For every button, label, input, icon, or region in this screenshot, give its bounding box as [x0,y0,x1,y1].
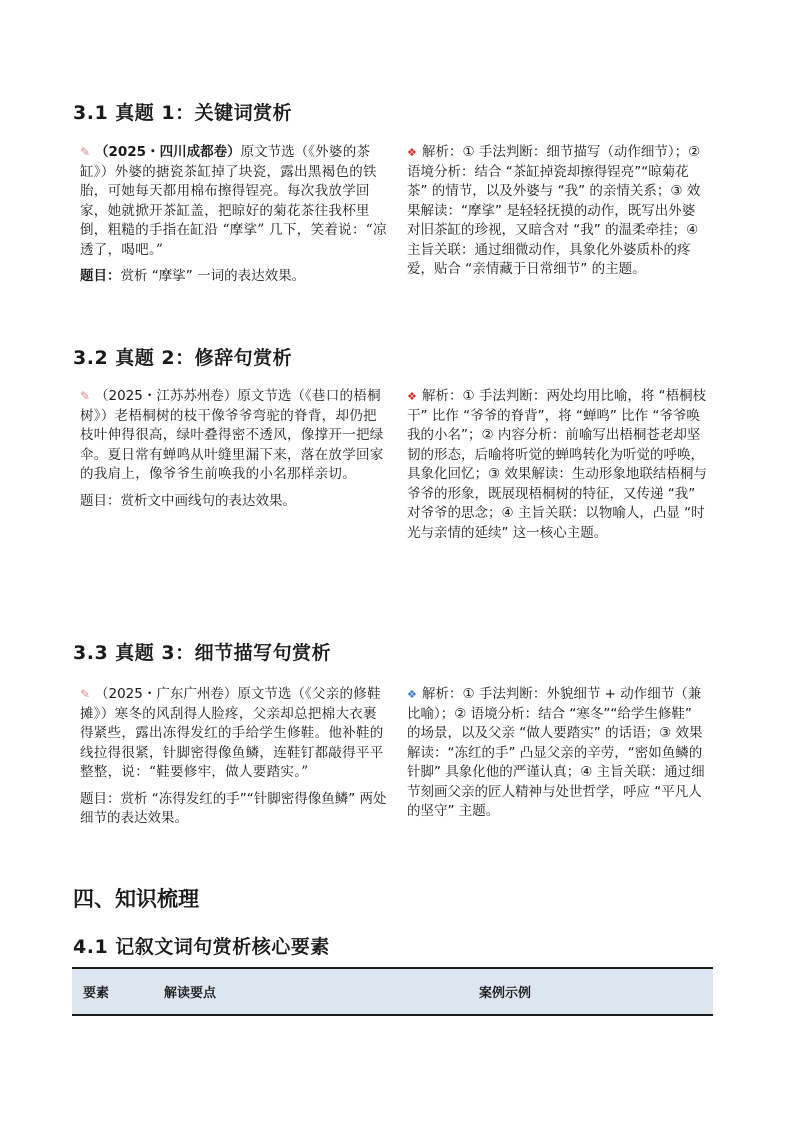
source-line: （2025・江苏苏州卷）原文节选（ [95,388,305,404]
question-label: 题目： [80,268,121,284]
analysis-block-1 [407,143,707,280]
diamond-icon: ❖ [407,390,417,403]
analysis-text: 解析：① 手法判断：两处均用比喻，将 “梧桐枝干” 比作 “爷爷的脊背”，将 “蝉鸣” 比作 “爷爷唤我的小名”；② 内容分析：前喻写出梧桐苍老却坚韧的形态，后喻将听觉的蝉鸣转化为听觉的呼唤，具象化回忆；③ 效果解读：生动形象地联结梧桐与爷爷的形象，既展现梧桐树的特征，又传递 “我” 对爷爷的思念；④ 主旨关联：以物喻人，凸显 “时光与亲情的延续” 这一核心主题。 [407,388,707,541]
excerpt-text: 《父亲的修鞋摊》）寒冬的风刮得人脸疼，父亲却总把棉大衣裹得紧些，露出冻得发红的手给学生修鞋。他补鞋的线拉得很紧，针脚密得像鱼鳞，连鞋钉都敲得平平整整，说：“鞋要修牢，做人要踏实。” [80,686,384,780]
analysis-block-3 [407,685,707,822]
table-header-cell: 解读要点 [164,986,217,1001]
table-header-cell: 要素 [83,986,110,1001]
excerpt-paragraph [80,387,388,485]
excerpt-text: 《巷口的梧桐树》）老梧桐树的枝干像爷爷弯驼的脊背，却仍把枝叶伸得很高，绿叶叠得密不透风，像撑开一把绿伞。夏日常有蝉鸣从叶缝里漏下来，落在放学回家的我肩上，像爷爷生前唤我的小名那样亲切。 [80,388,384,482]
analysis-text: 解析：① 手法判断：外貌细节 + 动作细节（兼比喻）；② 语境分析：结合 “寒冬”“给学生修鞋” 的场景，以及父亲 “做人要踏实” 的话语；③ 效果解读：“冻红的手” 凸显父亲的辛劳，“密如鱼鳞的针脚” 具象化他的严谨认真；④ 主旨关联：通过细节刻画父亲的匠人精神与处世哲学，呼应 “平凡人的坚守” 主题。 [407,686,705,819]
excerpt-paragraph [80,143,388,260]
diamond-icon: ❖ [407,146,417,159]
question-text: 题目：赏析文中画线句的表达效果。 [80,492,296,509]
excerpt-intro: 原文节选（ [240,144,309,160]
excerpt-text: 《外婆的茶缸》）外婆的搪瓷茶缸掉了块瓷，露出黑褐色的铁胎，可她每天都用棉布擦得锃亮。每次我放学回家，她就掀开茶缸盖，把晾好的菊花茶往我杯里倒，粗糙的手指在缸沿 “摩挲” 几下，笑着说：“凉透了，喝吧。” [80,144,387,258]
source-line: （2025・广东广州卷）原文节选（ [95,686,305,702]
elements-table-header [72,967,713,1016]
question-text: 题目：赏析 “冻得发红的手”“针脚密得像鱼鳞” 两处细节的表达效果。 [80,790,387,826]
pencil-icon: ✎ [80,389,91,403]
analysis-text: 解析：① 手法判断：细节描写（动作细节）；② 语境分析：结合 “茶缸掉瓷却擦得锃亮”“晾菊花茶” 的情节，以及外婆与 “我” 的亲情关系；③ 效果解读：“摩挲” 是轻轻抚摸的动作，既写出外婆对旧茶缸的珍视，又暗含对 “我” 的温柔牵挂；④ 主旨关联：通过细微动作，具象化外婆质朴的疼爱，贴合 “亲情藏于日常细节” 的主题。 [407,144,701,277]
excerpt-paragraph [80,685,388,783]
pencil-icon: ✎ [80,687,91,701]
question-block-3 [80,685,388,829]
section-heading-4: 四、知识梳理 [73,887,199,911]
diamond-icon: ❖ [407,688,417,701]
pencil-icon: ✎ [80,145,91,159]
section-heading-3-3: 3.3 真题 3：细节描写句赏析 [73,642,332,664]
section-heading-3-2: 3.2 真题 2：修辞句赏析 [73,347,293,369]
table-header-cell: 案例示例 [479,986,532,1001]
question-text: 赏析 “摩挲” 一词的表达效果。 [120,268,306,284]
analysis-block-2 [407,387,707,543]
section-heading-4-1: 4.1 记叙文词句赏析核心要素 [73,936,330,958]
source-label: （2025・四川成都卷） [95,144,241,160]
question-line [80,267,388,287]
question-block-2 [80,387,388,511]
question-block-1 [80,143,388,287]
section-heading-3-1: 3.1 真题 1：关键词赏析 [73,102,293,124]
